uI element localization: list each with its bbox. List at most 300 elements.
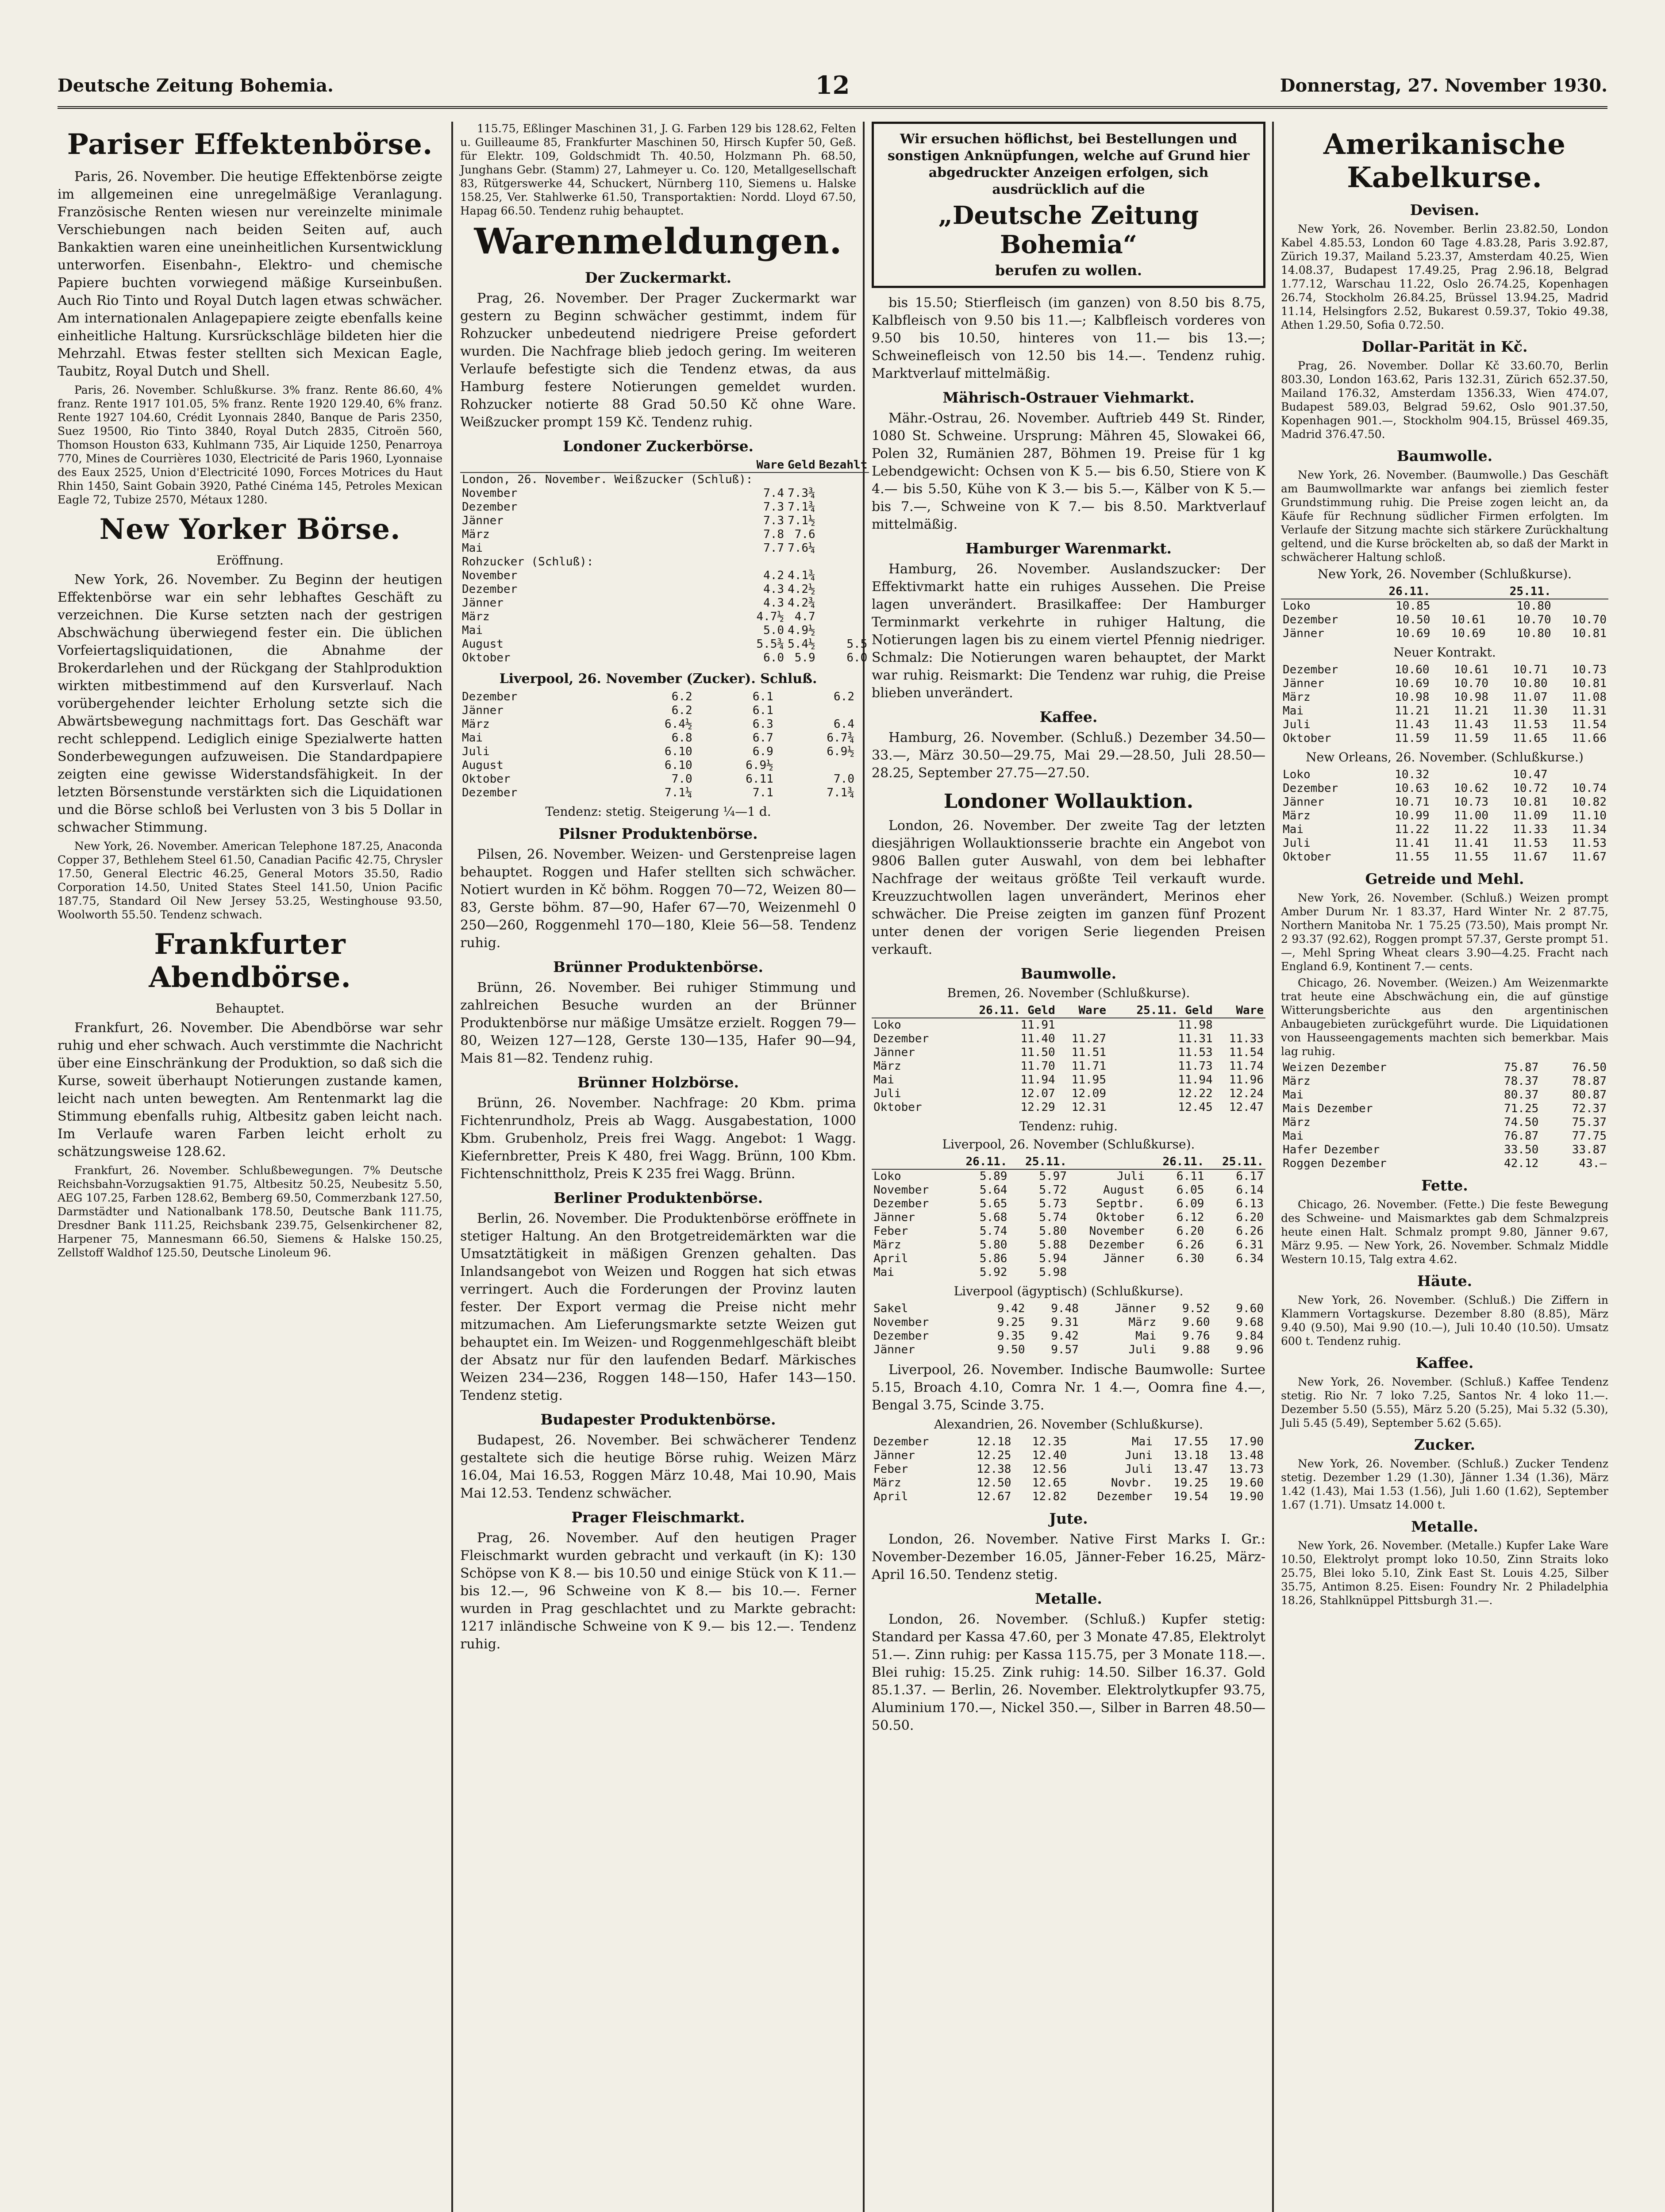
table-cell: Jänner <box>1283 795 1324 809</box>
liverpool-egypt-table <box>872 1302 1265 1357</box>
meat-continued: bis 15.50; Stierfleisch (im ganzen) von 8.50 bis 8.75, Kalbfleisch von 9.50 bis 11.—; Kalbfleisch vorderes von 9.50 bis 10.50, hinteres von 11.— bis 13.—; Schweinefleisch von 12.50 bis 14.—. Tendenz ruhig. Marktverlauf mittelmäßig. <box>872 295 1265 381</box>
table-cell: 11.66 <box>1572 732 1607 745</box>
table-cell: 6.17 <box>1236 1170 1264 1183</box>
table-row <box>460 610 869 624</box>
table-cell: 11.98 <box>1178 1018 1213 1032</box>
table-cell: 80.87 <box>1572 1088 1607 1102</box>
table-cell <box>1215 1018 1265 1032</box>
table-cell: 4.9½ <box>788 624 815 637</box>
table-row <box>460 786 856 800</box>
table-header-cell <box>872 1155 950 1169</box>
table-cell: April <box>873 1490 908 1503</box>
table-cell: Mai <box>1131 1435 1153 1448</box>
table-cell <box>817 514 869 528</box>
table-cell <box>817 487 869 500</box>
table-cell: 11.43 <box>1395 718 1430 731</box>
table-cell: November <box>1089 1225 1145 1238</box>
table-row <box>1281 718 1608 732</box>
table-header-cell: 25.11. <box>1206 1155 1265 1169</box>
new-orleans-cotton-table <box>1281 768 1608 864</box>
table-cell: 11.41 <box>1454 837 1489 850</box>
table-cell: 6.7¾ <box>827 731 854 745</box>
table-cell: Mai <box>1283 704 1304 718</box>
table-row <box>1281 1143 1608 1157</box>
table-cell: 12.45 <box>1178 1101 1213 1114</box>
table-cell: 5.92 <box>979 1266 1007 1279</box>
table-cell: Feber <box>873 1225 908 1238</box>
table-header-cell: 25.11. <box>1009 1155 1069 1169</box>
table-header-cell: Ware <box>1057 1004 1108 1018</box>
table-cell: 4.3 <box>763 583 784 596</box>
table-cell: Juni <box>1125 1449 1153 1462</box>
table-cell: 6.20 <box>1176 1225 1204 1238</box>
table-cell: 6.20 <box>1236 1211 1264 1224</box>
grain-title: Getreide und Mehl. <box>1365 870 1524 887</box>
masthead-left: Deutsche Zeitung Bohemia. <box>58 75 334 96</box>
ny-cotton-new-contract-table <box>1281 663 1608 745</box>
jute-report: London, 26. November. Native First Marks I. Gr.: November-Dezember 16.05, Jänner-Feber 16.25, März-April 16.50. Tendenz stetig. <box>872 1532 1265 1582</box>
ny-metals-title: Metalle. <box>1411 1518 1478 1535</box>
table-cell: 11.59 <box>1454 732 1489 745</box>
table-header-row <box>460 458 869 472</box>
london-sugar-table <box>460 458 869 665</box>
table-cell: 6.9½ <box>746 759 773 772</box>
table-cell: März <box>462 610 490 623</box>
running-header <box>58 71 1607 109</box>
table-cell: 7.1½ <box>788 514 815 527</box>
metals-report: London, 26. November. (Schluß.) Kupfer stetig: Standard per Kassa 47.60, per 3 Monate 47.85, Elektrolyt 51.—. Zinn ruhig: per Kassa 115.75, per 3 Monate 118.—. Blei ruhig: 15.25. Zink ruhig: 14.50. Silber 16.37. Gold 85.1.37. — Berlin, 26. November. Elektrolytkupfer 93.75, Aluminium 170.—, Nickel 350.—, Silber in Barren 48.50—50.50. <box>872 1612 1265 1733</box>
table-cell: 77.75 <box>1572 1129 1607 1143</box>
table-cell: 5.65 <box>979 1197 1007 1210</box>
table-cell: Roggen Dezember <box>1283 1157 1387 1170</box>
table-cell: 6.2 <box>834 690 854 703</box>
prague-meat-title: Prager Fleischmarkt. <box>571 1509 745 1526</box>
table-row <box>460 731 856 745</box>
table-cell: 11.54 <box>1229 1046 1264 1059</box>
table-cell: 11.70 <box>1020 1060 1055 1073</box>
table-cell: 12.56 <box>1032 1463 1067 1476</box>
table-cell: Dezember <box>873 1435 929 1448</box>
table-cell: 6.31 <box>1236 1238 1264 1252</box>
table-cell: Dezember <box>462 786 518 799</box>
table-cell <box>1432 599 1487 613</box>
table-cell: Juli <box>462 745 490 758</box>
table-cell: 12.50 <box>977 1476 1011 1490</box>
table-cell: Juli <box>1117 1170 1145 1183</box>
table-cell: 7.3 <box>763 514 784 527</box>
table-row <box>872 1032 1265 1046</box>
table-row <box>872 1183 1265 1197</box>
table-cell: 11.34 <box>1572 823 1607 836</box>
table-cell: März <box>1283 809 1311 822</box>
table-cell: 11.54 <box>1572 718 1607 731</box>
table-cell: 11.71 <box>1071 1060 1106 1073</box>
table-cell: 10.69 <box>1396 627 1430 640</box>
table-cell: 12.29 <box>1020 1101 1055 1114</box>
notice-footer: berufen zu wollen. <box>995 262 1142 279</box>
table-cell: 12.40 <box>1032 1449 1067 1462</box>
table-cell: 11.67 <box>1572 850 1607 864</box>
table-cell: 6.26 <box>1176 1238 1204 1252</box>
pilsen-report: Pilsen, 26. November. Weizen- und Gerstenpreise lagen behauptet. Roggen und Hafer stellten sich schwächer. Notiert wurden in Kč böhm. Roggen 70—72, Weizen 80—83, Gerste böhm. 87—90, Hafer 67—70, Weizenmehl 0 250—260, Roggenmehl 170—180, Kleie 56—58. Tendenz ruhig. <box>460 847 856 951</box>
table-cell: 9.48 <box>1051 1302 1079 1315</box>
table-cell: 11.09 <box>1513 809 1548 822</box>
table-row <box>1281 1157 1608 1171</box>
table-cell: 6.2 <box>671 704 692 717</box>
table-cell: 78.37 <box>1503 1075 1539 1088</box>
ny-cotton-table <box>1281 585 1608 641</box>
table-cell: 11.53 <box>1178 1046 1213 1059</box>
table-cell: 10.71 <box>1513 663 1548 676</box>
table-cell: Mai <box>462 731 483 745</box>
table-cell: 10.71 <box>1395 795 1430 809</box>
table-cell: 11.30 <box>1513 704 1548 718</box>
table-cell: Oktober <box>873 1101 922 1114</box>
table-cell: 75.87 <box>1503 1061 1539 1074</box>
table-cell: 12.82 <box>1032 1490 1067 1503</box>
table-cell: 11.41 <box>1395 837 1430 850</box>
frankfurt-subtitle: Behauptet. <box>215 1001 285 1016</box>
ny-metals-report: New York, 26. November. (Metalle.) Kupfer Lake Ware 10.50, Elektrolyt prompt loko 10.50, Zinn Straits loko 25.75, Blei loko 5.10, Zink East St. Louis 4.25, Silber 35.75, Antimon 8.25. Eisen: Foundry Nr. 2 Philadelphia 18.26, Stahlknüppel Pittsburgh 31.—. <box>1281 1539 1608 1607</box>
paris-quotes: Paris, 26. November. Schlußkurse. 3% franz. Rente 86.60, 4% franz. Rente 1917 101.05, 5% franz. Rente 1920 129.40, 6% franz. Rente 1927 104.60, Crédit Lyonnais 2840, Banque de Paris 2350, Suez 19500, Rio Tinto 3840, Royal Dutch 2835, Citroën 560, Thomson Houston 633, Kuhlmann 735, Air Liquide 1250, Penarroya 770, Mines de Courrières 1030, Electricité de Paris 1960, Lyonnaise des Eaux 2525, Union d'Electricité 1090, Forces Motrices du Haut Rhin 1450, Saint Gobain 3920, Pathé Cinéma 145, Petroles Mexican Eagle 72, Tubize 2570, Métaux 1280. <box>58 384 442 506</box>
table-row <box>460 718 856 731</box>
table-cell: Hafer Dezember <box>1283 1143 1380 1156</box>
table-cell: Jänner <box>1115 1302 1157 1315</box>
table-cell: Dezember <box>873 1329 929 1343</box>
paris-report: Paris, 26. November. Die heutige Effektenbörse zeigte im allgemeinen eine unregelmäßige Veranlagung. Französische Renten wiesen nur vereinzelte minimale Verschiebungen nach beiden Seiten auf, auch Bankaktien waren eine uneinheitlichen Kursentwicklung unterworfen. Eisenbahn-, Elektro- und chemische Papiere buchten vorwiegend mäßige Kurseinbußen. Auch Rio Tinto und Royal Dutch lagen etwas schwächer. Am internationalen Anlagepapiere zeigte ebenfalls keine einheitliche Haltung. Kursrückschläge bildeten hier die Mehrzahl. Etwas fester stellten sich Mexican Eagle, Taubitz, Royal Dutch und Shell. <box>58 169 442 379</box>
table-row <box>872 1463 1265 1476</box>
table-cell: Dezember <box>1283 613 1338 626</box>
table-cell: 10.63 <box>1395 782 1430 795</box>
table-row <box>460 500 869 514</box>
table-cell: 11.73 <box>1178 1060 1213 1073</box>
table-cell: 4.2 <box>763 569 784 582</box>
table-cell: 12.07 <box>1020 1087 1055 1100</box>
liverpool-sugar-title: Liverpool, 26. November (Zucker). Schluß. <box>499 671 817 687</box>
table-row <box>1281 627 1608 641</box>
table-cell: Mai <box>1283 823 1304 836</box>
table-cell: 17.55 <box>1173 1435 1208 1448</box>
ny-sugar-report: New York, 26. November. (Schluß.) Zucker Tendenz stetig. Dezember 1.29 (1.30), Jänner 1.34 (1.36), März 1.42 (1.43), Mai 1.53 (1.56), Juli 1.60 (1.62), September 1.67 (1.71). Umsatz 14.000 t. <box>1281 1457 1608 1511</box>
table-cell: Septbr. <box>1096 1197 1145 1210</box>
table-cell: Novbr. <box>1111 1476 1153 1490</box>
table-cell: Dezember <box>873 1032 929 1045</box>
table-cell: 4.2¾ <box>788 596 815 610</box>
table-header-row <box>872 1004 1265 1018</box>
liverpool-sugar-note: Tendenz: stetig. Steigerung ¼—1 d. <box>545 804 771 819</box>
indian-cotton-report: Liverpool, 26. November. Indische Baumwolle: Surtee 5.15, Broach 4.10, Comra Nr. 1 4.—, Oomra fine 4.—, Bengal 3.75, Scinde 3.75. <box>872 1362 1265 1413</box>
table-cell: 6.26 <box>1236 1225 1264 1238</box>
table-cell: August <box>462 637 504 651</box>
bremen-title: Bremen, 26. November (Schlußkurse). <box>947 986 1190 1000</box>
table-cell: 6.05 <box>1176 1183 1204 1197</box>
table-cell: 76.87 <box>1503 1129 1539 1143</box>
table-header-cell: 26.11. <box>950 1155 1009 1169</box>
table-row <box>460 514 869 528</box>
table-cell: Dezember <box>462 583 518 596</box>
table-cell: 5.74 <box>979 1225 1007 1238</box>
table-cell: 6.10 <box>665 759 692 772</box>
table-cell: 11.59 <box>1395 732 1430 745</box>
table-cell: 6.12 <box>1176 1211 1204 1224</box>
table-cell: 5.88 <box>1039 1238 1067 1252</box>
brunn-wood-report: Brünn, 26. November. Nachfrage: 20 Kbm. prima Fichtenrundholz, Preis ab Wagg. Ausgabestation, 1000 Kbm. Grubenholz, Preis frei Wagg. Angebot: 1 Wagg. Kiefernbretter, Preis K 480, frei Wagg. Brünn, 100 Kbm. Fichtenschnittholz, Preis K 235 frei Wagg. Brünn. <box>460 1095 856 1182</box>
table-cell: 5.73 <box>1039 1197 1067 1210</box>
table-cell: November <box>462 487 518 500</box>
table-row <box>872 1211 1265 1225</box>
table-cell: Oktober <box>462 772 511 786</box>
table-cell: 6.9 <box>752 745 773 758</box>
table-row <box>872 1302 1265 1316</box>
table-cell: 76.50 <box>1572 1061 1607 1074</box>
table-cell: 10.81 <box>1572 627 1607 640</box>
ny-cotton-title: Baumwolle. <box>1396 447 1493 465</box>
table-cell: 6.10 <box>665 745 692 758</box>
dollar-parity-report: Prag, 26. November. Dollar Kč 33.60.70, Berlin 803.30, London 163.62, Paris 132.31, Zürich 652.37.50, Mailand 176.32, Amsterdam 1356.33, Wien 474.07, Budapest 589.03, Belgrad 59.62, Oslo 901.37.50, Kopenhagen 901.—, Stockholm 904.15, Brüssel 469.35, Madrid 376.47.50. <box>1281 359 1608 441</box>
table-cell: 74.50 <box>1503 1116 1539 1129</box>
table-cell: 11.94 <box>1178 1073 1213 1087</box>
table-cell: 11.53 <box>1513 837 1548 850</box>
issue-date: Donnerstag, 27. November 1930. <box>1280 75 1607 96</box>
table-cell: 7.7 <box>763 541 784 555</box>
table-cell: 78.87 <box>1572 1075 1607 1088</box>
table-cell: Loko <box>873 1018 901 1032</box>
jute-title: Jute. <box>1049 1510 1088 1527</box>
liverpool-egypt-title: Liverpool (ägyptisch) (Schlußkurse). <box>954 1284 1184 1298</box>
table-row <box>460 472 869 487</box>
table-cell: 5.9 <box>794 651 815 664</box>
table-cell: Juli <box>1125 1463 1153 1476</box>
new-contract-label: Neuer Kontrakt. <box>1393 645 1496 660</box>
table-row <box>1281 1075 1608 1088</box>
table-cell: Loko <box>1283 768 1311 781</box>
table-cell: Oktober <box>1283 850 1331 864</box>
page-number: 12 <box>815 71 850 100</box>
table-cell: 5.68 <box>979 1211 1007 1224</box>
table-row <box>460 637 869 651</box>
table-row <box>460 704 856 718</box>
table-cell: 9.88 <box>1182 1343 1210 1356</box>
table-cell: März <box>873 1060 901 1073</box>
table-cell: 12.65 <box>1032 1476 1067 1490</box>
table-cell: 10.81 <box>1513 795 1548 809</box>
table-cell: 11.65 <box>1513 732 1548 745</box>
table-cell: 6.1 <box>752 704 773 717</box>
table-header-cell: Bezahlt <box>817 458 869 472</box>
currencies-title: Devisen. <box>1410 201 1480 219</box>
table-cell: Mai <box>873 1073 894 1087</box>
table-cell: Dezember <box>462 690 518 703</box>
table-row <box>460 487 869 500</box>
table-header-cell: Ware <box>754 458 786 472</box>
table-cell: 71.25 <box>1503 1102 1539 1115</box>
table-cell: 11.31 <box>1572 704 1607 718</box>
table-row <box>1281 599 1608 613</box>
table-cell <box>786 472 817 487</box>
table-cell: 6.8 <box>671 731 692 745</box>
table-cell: 10.70 <box>1572 613 1607 626</box>
table-row <box>460 528 869 541</box>
table-cell <box>754 472 786 487</box>
table-cell: Dezember <box>1283 782 1338 795</box>
table-cell <box>754 555 786 569</box>
table-cell: Dezember <box>462 500 518 514</box>
table-cell: 12.31 <box>1071 1101 1106 1114</box>
table-cell: 7.1¾ <box>827 786 854 799</box>
table-cell: 33.50 <box>1503 1143 1539 1156</box>
table-cell: 9.68 <box>1236 1316 1264 1329</box>
table-cell: 11.53 <box>1513 718 1548 731</box>
table-row <box>460 624 869 637</box>
table-cell: Jänner <box>873 1046 915 1059</box>
pilsen-title: Pilsner Produktenbörse. <box>558 825 758 842</box>
table-cell: 11.67 <box>1513 850 1548 864</box>
table-row <box>872 1225 1265 1238</box>
table-cell: Jänner <box>873 1449 915 1462</box>
table-cell <box>1069 1266 1146 1279</box>
table-cell: 9.50 <box>997 1343 1025 1356</box>
currencies-report: New York, 26. November. Berlin 23.82.50, London Kabel 4.85.53, London 60 Tage 4.83.28, Paris 3.92.87, Zürich 19.37, Mailand 5.23.37, Amsterdam 40.25, Wien 14.08.37, Budapest 17.49.25, Prag 2.96.18, Belgrad 1.77.12, Warschau 11.22, Oslo 26.74.25, Kopenhagen 26.74, Stockholm 26.84.25, Brüssel 13.94.25, Madrid 11.14, Helsingfors 2.52, Bukarest 0.59.37, Tokio 49.38, Athen 1.29.50, Sofia 0.72.50. <box>1281 223 1608 331</box>
section-title-new-york: New Yorker Börse. <box>99 513 401 546</box>
table-cell: 10.61 <box>1454 663 1489 676</box>
table-cell: Jänner <box>462 596 504 610</box>
section-title-warenmeldungen: Warenmeldungen. <box>474 220 842 262</box>
reader-notice-box <box>872 122 1265 288</box>
table-cell: 10.72 <box>1513 782 1548 795</box>
table-cell: Mai <box>462 624 483 637</box>
table-row <box>1281 809 1608 823</box>
table-cell: 5.4½ <box>788 637 815 651</box>
table-cell: 10.69 <box>1451 627 1486 640</box>
table-cell <box>817 500 869 514</box>
table-cell: 4.7½ <box>756 610 784 623</box>
table-cell: 7.0 <box>671 772 692 786</box>
table-cell: 5.74 <box>1039 1211 1067 1224</box>
table-row <box>872 1266 1265 1279</box>
table-cell: 11.21 <box>1454 704 1489 718</box>
table-row <box>1281 1102 1608 1116</box>
table-cell <box>817 596 869 610</box>
table-cell: 5.5¾ <box>756 637 784 651</box>
table-row <box>460 569 869 583</box>
table-cell: 9.84 <box>1236 1329 1264 1343</box>
table-cell: 10.60 <box>1395 663 1430 676</box>
table-header-cell: 26.11. Geld <box>950 1004 1057 1018</box>
table-cell: 6.13 <box>1236 1197 1264 1210</box>
table-cell: 11.91 <box>1020 1018 1055 1032</box>
table-cell: Oktober <box>1283 732 1331 745</box>
table-cell: 10.62 <box>1454 782 1489 795</box>
table-row <box>1281 1061 1608 1075</box>
table-cell <box>817 555 869 569</box>
table-cell: Mai <box>1135 1329 1157 1343</box>
table-header-cell: 25.11. Geld <box>1108 1004 1215 1018</box>
bremen-cotton-table <box>872 1004 1265 1114</box>
table-cell: 10.98 <box>1454 691 1489 704</box>
table-cell: 11.27 <box>1071 1032 1106 1045</box>
table-row <box>460 745 856 759</box>
table-row <box>872 1316 1265 1329</box>
table-cell <box>817 569 869 583</box>
table-cell: 11.31 <box>1178 1032 1213 1045</box>
table-cell: Jänner <box>1283 627 1324 640</box>
table-cell: 10.80 <box>1516 599 1551 613</box>
table-header-cell: 25.11. <box>1488 585 1553 599</box>
table-cell: 5.64 <box>979 1183 1007 1197</box>
frankfurt-report: Frankfurt, 26. November. Die Abendbörse war sehr ruhig und eher schwach. Auch verstimmte die Nachricht über eine Einschränkung der Produktion, so daß sich die Kurse, soweit überhaupt Notierungen zustande kamen, leicht nach unten bewegten. Am Rentenmarkt lag die Stimmung ebenfalls ruhig, Altbesitz gaben leicht nach. Im Verlaufe waren Farben leicht erholt zu schätzungsweise 128.62. <box>58 1020 442 1160</box>
table-cell: 11.55 <box>1395 850 1430 864</box>
table-cell: 10.74 <box>1572 782 1607 795</box>
table-header-cell <box>1553 585 1608 599</box>
table-row <box>1281 691 1608 704</box>
frankfurt-continued: 115.75, Eßlinger Maschinen 31, J. G. Farben 129 bis 128.62, Felten u. Guilleaume 85, Frankfurter Maschinen 50, Hirsch Kupfer 50, Geß. für Elektr. 109, Goldschmidt Th. 40.50, Holzmann Ph. 68.50, Junghans Gebr. (Stamm) 27, Lahmeyer u. Co. 120, Metallgesellschaft 83, Rütgerswerke 44, Schuckert, Nürnberg 110, Siemens u. Halske 158.25, Ver. Stahlwerke 61.50, Transportaktien: Nordd. Lloyd 67.50, Hapag 66.50. Tendenz ruhig behauptet. <box>460 122 856 217</box>
ostrau-cattle-title: Mährisch-Ostrauer Viehmarkt. <box>942 389 1195 406</box>
table-cell <box>775 759 856 772</box>
table-cell: 10.82 <box>1572 795 1607 809</box>
column-stock-markets <box>58 122 442 2212</box>
table-cell: 11.43 <box>1454 718 1489 731</box>
table-cell: 11.74 <box>1229 1060 1264 1073</box>
table-cell: 4.2½ <box>788 583 815 596</box>
table-cell <box>1431 768 1490 782</box>
table-cell: 12.67 <box>977 1490 1011 1503</box>
table-cell: 9.25 <box>997 1316 1025 1329</box>
table-header-row <box>872 1155 1265 1169</box>
column-rule <box>863 122 865 2212</box>
table-cell: 11.96 <box>1229 1073 1264 1087</box>
table-cell: Jänner <box>462 704 504 717</box>
new-york-quotes: New York, 26. November. American Telephone 187.25, Anaconda Copper 37, Bethlehem Steel 61.50, Canadian Pacific 42.75, Chrysler 17.50, General Electric 46.25, General Motors 35.50, Radio Corporation 14.50, United States Steel 141.50, Union Pacific 187.75, Standard Oil New Jersey 53.25, Westinghouse 93.50, Woolworth 55.50. Tendenz schwach. <box>58 840 442 921</box>
london-sugar-title: Londoner Zuckerbörse. <box>562 438 754 455</box>
table-cell: 7.1 <box>752 786 773 799</box>
table-row <box>1281 1088 1608 1102</box>
table-cell: 72.37 <box>1572 1102 1607 1115</box>
table-cell: Dezember <box>1089 1238 1145 1252</box>
table-cell: 4.3 <box>763 596 784 610</box>
table-cell: 10.61 <box>1451 613 1486 626</box>
liverpool-cotton-title: Liverpool, 26. November (Schlußkurse). <box>942 1137 1195 1152</box>
column-american-cables <box>1281 122 1608 2212</box>
table-row <box>872 1238 1265 1252</box>
wool-auction-title: Londoner Wollauktion. <box>943 790 1194 813</box>
table-cell: März <box>1283 691 1311 704</box>
table-cell <box>817 610 869 624</box>
table-row <box>1281 768 1608 782</box>
table-cell: März <box>462 718 490 731</box>
table-header-cell <box>460 458 754 472</box>
table-cell: 9.35 <box>997 1329 1025 1343</box>
table-cell: 6.4 <box>834 718 854 731</box>
table-cell: März <box>1128 1316 1157 1329</box>
table-row <box>460 596 869 610</box>
table-cell <box>817 624 869 637</box>
table-row <box>872 1252 1265 1266</box>
table-cell: Juli <box>873 1087 901 1100</box>
column-rule <box>1272 122 1274 2212</box>
table-row <box>872 1343 1265 1357</box>
metals-title: Metalle. <box>1035 1590 1102 1607</box>
table-cell: 10.81 <box>1572 677 1607 690</box>
column-rule <box>451 122 453 2212</box>
table-cell: Oktober <box>1096 1211 1145 1224</box>
table-cell: 12.47 <box>1229 1101 1264 1114</box>
table-cell: 11.00 <box>1454 809 1489 822</box>
table-cell: 43.— <box>1579 1157 1607 1170</box>
table-cell: 11.55 <box>1454 850 1489 864</box>
table-cell: Dezember <box>1097 1490 1153 1503</box>
hides-report: New York, 26. November. (Schluß.) Die Ziffern in Klammern Vortagskurse. Dezember 8.80 (8.85), März 9.40 (9.50), Mai 9.90 (10.—), Juli 10.40 (10.50). Umsatz 600 t. Tendenz ruhig. <box>1281 1294 1608 1348</box>
table-cell: 13.47 <box>1173 1463 1208 1476</box>
